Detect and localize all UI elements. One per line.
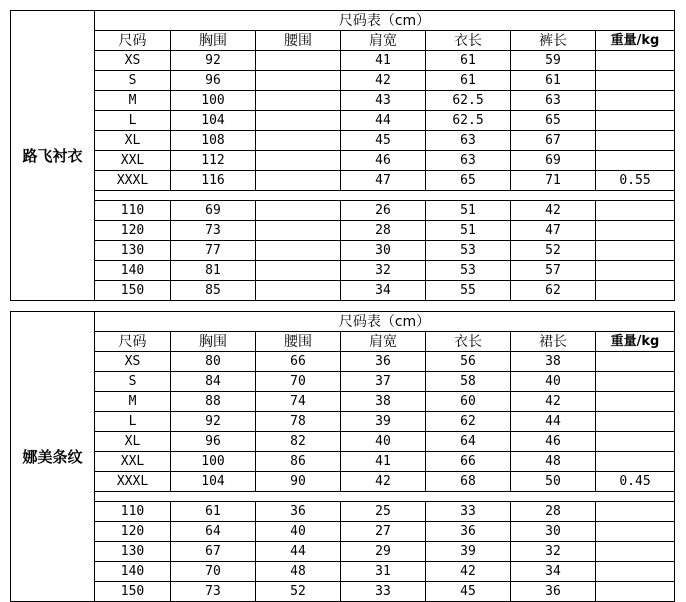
table-cell	[596, 412, 675, 432]
table-cell: 39	[426, 542, 511, 562]
table-cell: 130	[95, 241, 171, 261]
table-cell: 100	[171, 91, 256, 111]
table-cell: 65	[511, 111, 596, 131]
table-cell: 61	[426, 51, 511, 71]
product-name: 娜美条纹	[11, 312, 95, 602]
table-cell	[596, 221, 675, 241]
header-row	[11, 31, 675, 51]
table-cell: 100	[171, 452, 256, 472]
table-cell	[596, 151, 675, 171]
table-cell: L	[95, 412, 171, 432]
table-cell: 53	[426, 261, 511, 281]
column-header: 裙长	[511, 332, 596, 352]
table-cell	[596, 71, 675, 91]
table-cell	[256, 281, 341, 301]
table-cell	[256, 241, 341, 261]
table-cell: 63	[426, 151, 511, 171]
table-cell: 36	[341, 352, 426, 372]
table-cell: 0.45	[596, 472, 675, 492]
table-cell: 42	[341, 472, 426, 492]
table-cell: S	[95, 71, 171, 91]
table-cell: 39	[341, 412, 426, 432]
table-cell: 80	[171, 352, 256, 372]
table-cell: 120	[95, 221, 171, 241]
table-cell: 41	[341, 51, 426, 71]
table-cell: 67	[511, 131, 596, 151]
table-cell	[596, 201, 675, 221]
table-cell: XXXL	[95, 171, 171, 191]
table-cell	[596, 91, 675, 111]
table-cell: 92	[171, 51, 256, 71]
table-cell: 25	[341, 502, 426, 522]
table-cell	[256, 131, 341, 151]
table-cell: 66	[426, 452, 511, 472]
table-cell: 120	[95, 522, 171, 542]
table-cell: 70	[256, 372, 341, 392]
column-header: 肩宽	[341, 31, 426, 51]
table-cell: 140	[95, 562, 171, 582]
table-cell: 26	[341, 201, 426, 221]
table-cell: 46	[511, 432, 596, 452]
product-name: 路飞衬衣	[11, 11, 95, 301]
table-cell: 108	[171, 131, 256, 151]
separator-row	[11, 492, 675, 502]
table-cell: 130	[95, 542, 171, 562]
kids-size-row	[11, 201, 675, 221]
table-cell	[256, 91, 341, 111]
table-cell	[596, 352, 675, 372]
table-cell: 69	[171, 201, 256, 221]
table-cell: 61	[511, 71, 596, 91]
separator-cell	[95, 191, 675, 201]
column-header: 腰围	[256, 31, 341, 51]
table-cell: XL	[95, 432, 171, 452]
table-cell: 0.55	[596, 171, 675, 191]
table-cell: 47	[341, 171, 426, 191]
table-cell: 85	[171, 281, 256, 301]
table-cell: XXL	[95, 151, 171, 171]
table-cell: 110	[95, 502, 171, 522]
table-cell: 112	[171, 151, 256, 171]
table-cell: 36	[256, 502, 341, 522]
table-cell: 50	[511, 472, 596, 492]
table-cell: 34	[341, 281, 426, 301]
table-cell: XS	[95, 51, 171, 71]
kids-size-row	[11, 542, 675, 562]
adult-size-row	[11, 352, 675, 372]
table-cell: 52	[256, 582, 341, 602]
table-cell: 73	[171, 582, 256, 602]
table-cell: 42	[511, 201, 596, 221]
table-cell: 34	[511, 562, 596, 582]
table-cell	[596, 542, 675, 562]
table-cell: 40	[256, 522, 341, 542]
column-header: 腰围	[256, 332, 341, 352]
table-cell: XS	[95, 352, 171, 372]
table-cell: 45	[341, 131, 426, 151]
table-cell: 30	[341, 241, 426, 261]
table-cell: 59	[511, 51, 596, 71]
table-cell	[256, 71, 341, 91]
table-cell: L	[95, 111, 171, 131]
column-header: 肩宽	[341, 332, 426, 352]
column-header: 重量/kg	[596, 332, 675, 352]
table-cell: 44	[256, 542, 341, 562]
table-cell: 61	[171, 502, 256, 522]
table-cell	[596, 281, 675, 301]
table-cell: XL	[95, 131, 171, 151]
separator-cell	[95, 492, 675, 502]
kids-size-row	[11, 522, 675, 542]
table-cell: 28	[511, 502, 596, 522]
table-cell: 42	[511, 392, 596, 412]
table-cell	[596, 51, 675, 71]
table-cell: 86	[256, 452, 341, 472]
table-cell: 38	[511, 352, 596, 372]
adult-size-row	[11, 51, 675, 71]
table-cell: 53	[426, 241, 511, 261]
table-cell: 42	[341, 71, 426, 91]
table-cell: 63	[426, 131, 511, 151]
table-cell: 44	[511, 412, 596, 432]
table-cell: 40	[341, 432, 426, 452]
table-cell: 61	[426, 71, 511, 91]
adult-size-row	[11, 111, 675, 131]
adult-size-row	[11, 71, 675, 91]
chart-title: 尺码表（cm）	[95, 11, 675, 31]
kids-size-row	[11, 221, 675, 241]
table-cell: 43	[341, 91, 426, 111]
table-cell: 36	[511, 582, 596, 602]
column-header: 胸围	[171, 31, 256, 51]
table-cell: 90	[256, 472, 341, 492]
adult-size-row	[11, 432, 675, 452]
table-cell: 62.5	[426, 111, 511, 131]
table-cell: XXXL	[95, 472, 171, 492]
adult-size-row	[11, 171, 675, 191]
table-cell: 73	[171, 221, 256, 241]
table-cell: 62	[426, 412, 511, 432]
table-cell: 104	[171, 111, 256, 131]
table-cell	[596, 502, 675, 522]
table-cell: 60	[426, 392, 511, 412]
table-cell: 38	[341, 392, 426, 412]
table-cell: 55	[426, 281, 511, 301]
table-cell: 58	[426, 372, 511, 392]
adult-size-row	[11, 392, 675, 412]
table-cell: 44	[341, 111, 426, 131]
table-cell: 27	[341, 522, 426, 542]
table-cell: 40	[511, 372, 596, 392]
table-cell	[596, 392, 675, 412]
table-cell	[596, 562, 675, 582]
table-cell	[596, 522, 675, 542]
table-cell: 82	[256, 432, 341, 452]
column-header: 尺码	[95, 332, 171, 352]
table-cell: 77	[171, 241, 256, 261]
table-cell: 37	[341, 372, 426, 392]
kids-size-row	[11, 582, 675, 602]
kids-size-row	[11, 562, 675, 582]
table-cell: M	[95, 91, 171, 111]
table-cell	[256, 221, 341, 241]
table-cell: 62	[511, 281, 596, 301]
table-cell: 51	[426, 201, 511, 221]
table-cell: 31	[341, 562, 426, 582]
chart-title: 尺码表（cm）	[95, 312, 675, 332]
table-cell: 32	[511, 542, 596, 562]
table-cell: S	[95, 372, 171, 392]
column-header: 裤长	[511, 31, 596, 51]
column-header: 衣长	[426, 332, 511, 352]
header-row	[11, 332, 675, 352]
table-cell: 57	[511, 261, 596, 281]
table-cell: 33	[426, 502, 511, 522]
separator-row	[11, 191, 675, 201]
adult-size-row	[11, 372, 675, 392]
table-cell	[256, 261, 341, 281]
table-cell: 140	[95, 261, 171, 281]
table-cell: M	[95, 392, 171, 412]
table-cell: 66	[256, 352, 341, 372]
table-cell: XXL	[95, 452, 171, 472]
kids-size-row	[11, 281, 675, 301]
table-cell: 41	[341, 452, 426, 472]
table-cell: 46	[341, 151, 426, 171]
table-cell: 96	[171, 71, 256, 91]
table-cell	[596, 372, 675, 392]
table-cell: 70	[171, 562, 256, 582]
column-header: 尺码	[95, 31, 171, 51]
table-cell: 68	[426, 472, 511, 492]
table-cell: 64	[426, 432, 511, 452]
table-cell	[256, 201, 341, 221]
table-cell: 81	[171, 261, 256, 281]
table-cell	[596, 241, 675, 261]
table-cell	[596, 131, 675, 151]
kids-size-row	[11, 261, 675, 281]
table-cell: 48	[511, 452, 596, 472]
table-cell: 56	[426, 352, 511, 372]
table-cell	[596, 452, 675, 472]
table-cell: 32	[341, 261, 426, 281]
table-cell: 42	[426, 562, 511, 582]
size-table	[10, 10, 675, 301]
column-header: 衣长	[426, 31, 511, 51]
adult-size-row	[11, 131, 675, 151]
table-cell: 30	[511, 522, 596, 542]
table-cell: 62.5	[426, 91, 511, 111]
adult-size-row	[11, 472, 675, 492]
table-cell: 84	[171, 372, 256, 392]
table-cell: 71	[511, 171, 596, 191]
size-table	[10, 311, 675, 602]
table-cell	[256, 51, 341, 71]
table-cell: 150	[95, 281, 171, 301]
kids-size-row	[11, 241, 675, 261]
adult-size-row	[11, 452, 675, 472]
table-cell: 29	[341, 542, 426, 562]
table-cell: 96	[171, 432, 256, 452]
table-cell	[256, 151, 341, 171]
table-cell: 52	[511, 241, 596, 261]
kids-size-row	[11, 502, 675, 522]
table-cell: 150	[95, 582, 171, 602]
size-chart-nami-stripe	[10, 311, 674, 599]
table-cell	[596, 582, 675, 602]
table-cell: 48	[256, 562, 341, 582]
table-cell	[596, 261, 675, 281]
table-cell: 28	[341, 221, 426, 241]
table-cell: 104	[171, 472, 256, 492]
table-cell: 67	[171, 542, 256, 562]
adult-size-row	[11, 151, 675, 171]
table-cell: 116	[171, 171, 256, 191]
table-cell: 65	[426, 171, 511, 191]
column-header: 重量/kg	[596, 31, 675, 51]
table-cell	[596, 111, 675, 131]
size-chart-luffy-shirt	[10, 10, 674, 298]
table-cell: 33	[341, 582, 426, 602]
table-cell: 110	[95, 201, 171, 221]
adult-size-row	[11, 91, 675, 111]
adult-size-row	[11, 412, 675, 432]
table-cell: 63	[511, 91, 596, 111]
table-cell: 36	[426, 522, 511, 542]
table-cell: 78	[256, 412, 341, 432]
table-cell: 64	[171, 522, 256, 542]
table-cell	[256, 111, 341, 131]
table-cell: 74	[256, 392, 341, 412]
table-cell	[256, 171, 341, 191]
column-header: 胸围	[171, 332, 256, 352]
table-cell: 92	[171, 412, 256, 432]
table-cell: 51	[426, 221, 511, 241]
table-cell: 47	[511, 221, 596, 241]
table-cell: 88	[171, 392, 256, 412]
table-cell: 45	[426, 582, 511, 602]
table-cell: 69	[511, 151, 596, 171]
table-cell	[596, 432, 675, 452]
